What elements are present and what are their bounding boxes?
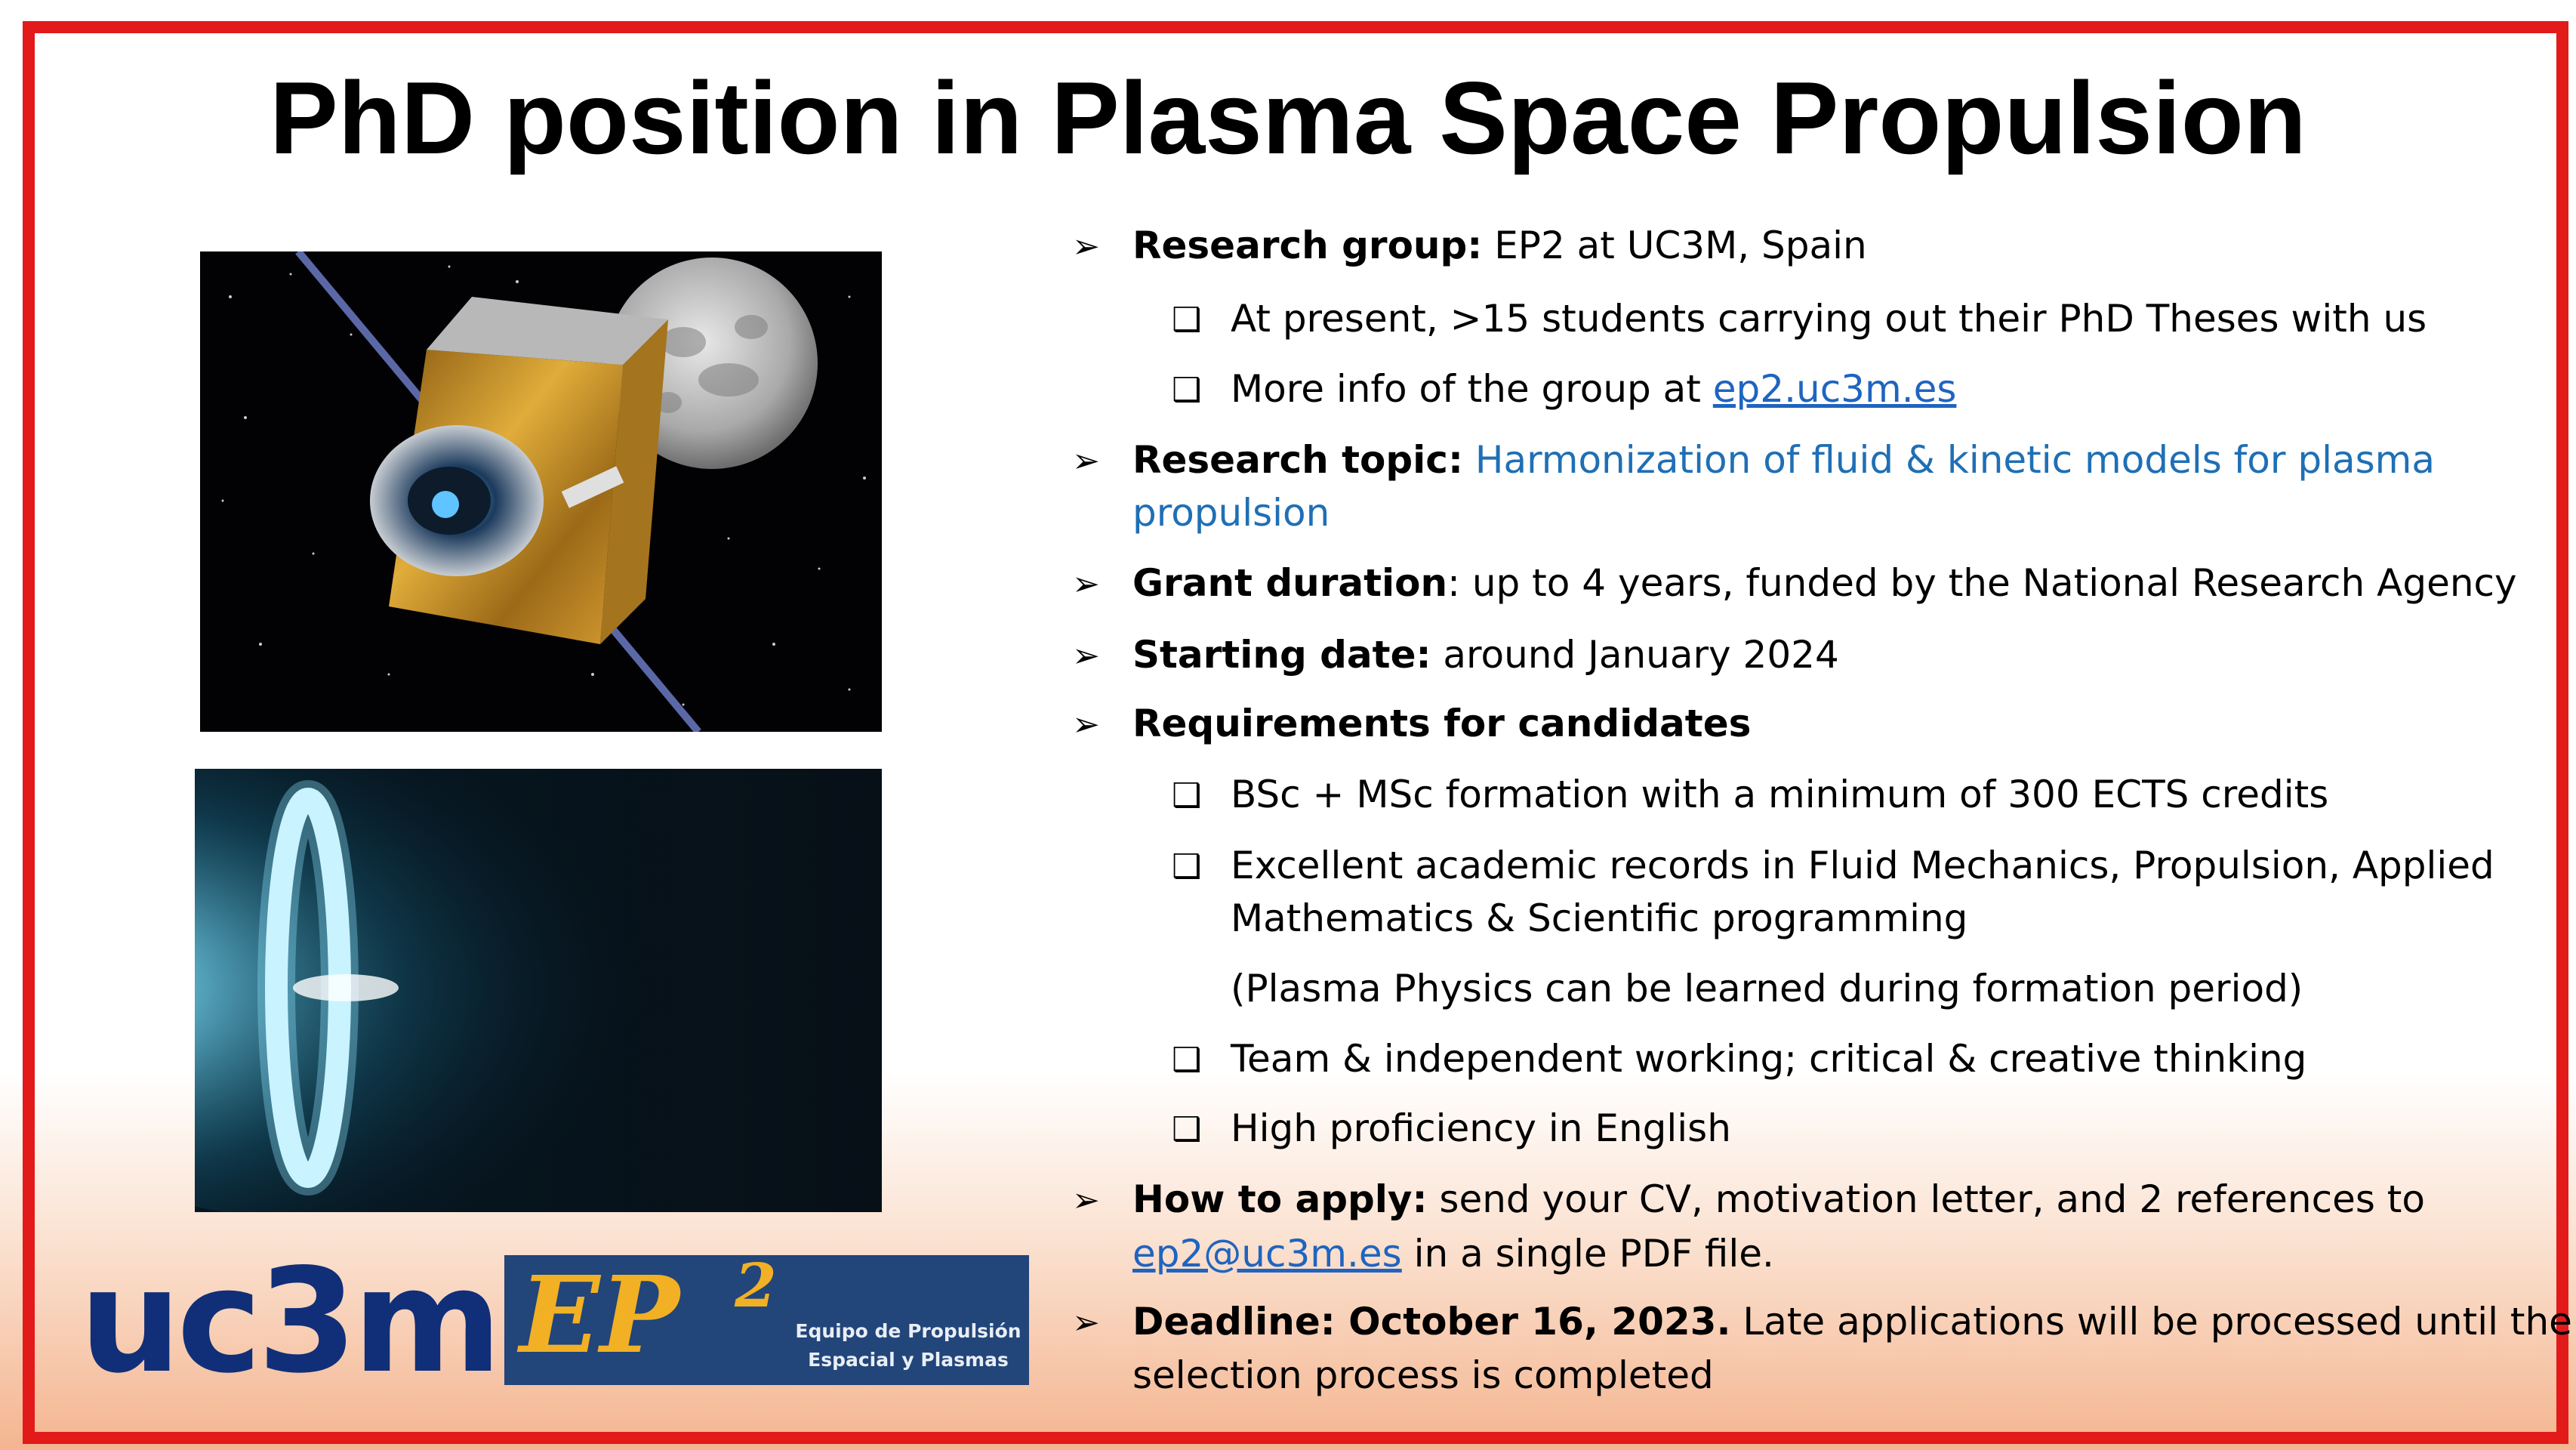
hollow-square-icon: ❑ (1172, 847, 1202, 886)
present-students-item: At present, >15 students carrying out their PhD Theses with us (1231, 297, 2427, 341)
grant-duration-item (1132, 561, 2517, 605)
ep2-logo-sup: 2 (735, 1255, 777, 1321)
arrowhead-icon: ➢ (1072, 227, 1100, 266)
research-topic-item (1132, 438, 2435, 482)
ep2-logo-caption-line1: Equipo de Propulsión (795, 1320, 1021, 1342)
research-topic-label: Research topic: (1132, 438, 1463, 482)
research-group-item (1132, 224, 1867, 267)
satellite-illustration (200, 251, 882, 732)
research-group-label: Research group: (1132, 224, 1483, 267)
requirements-label: Requirements for candidates (1132, 702, 1752, 745)
requirement-teamwork: Team & independent working; critical & creative thinking (1231, 1037, 2307, 1081)
requirement-bsc-msc: BSc + MSc formation with a minimum of 300 ECTS credits (1231, 773, 2329, 816)
grant-duration-label: Grant duration (1132, 561, 1448, 605)
ep2-website-link[interactable]: ep2.uc3m.es (1712, 367, 1957, 411)
how-to-apply-item (1132, 1177, 2425, 1221)
research-topic-value-cont: propulsion (1132, 491, 1330, 535)
research-group-value: EP2 at UC3M, Spain (1482, 224, 1867, 267)
deadline-cont: selection process is completed (1132, 1353, 1714, 1397)
starting-date-item (1132, 633, 1839, 677)
hollow-square-icon: ❑ (1172, 1041, 1202, 1079)
apply-email-link[interactable]: ep2@uc3m.es (1132, 1232, 1402, 1276)
thruster-image (195, 769, 882, 1212)
research-topic-value: Harmonization of fluid & kinetic models for plasma (1462, 438, 2435, 482)
apply-tail-text: in a single PDF file. (1401, 1232, 1774, 1276)
satellite-image (200, 251, 882, 732)
ep2-logo-caption-line2: Espacial y Plasmas (808, 1349, 1009, 1371)
more-info-item (1231, 367, 1957, 411)
arrowhead-icon: ➢ (1072, 565, 1100, 603)
arrowhead-icon: ➢ (1072, 705, 1100, 744)
ep2-logo-caption (791, 1317, 1025, 1374)
requirement-english: High proficiency in English (1231, 1106, 1731, 1150)
uc3m-logo-text: uc3m (79, 1238, 498, 1405)
hollow-square-icon: ❑ (1172, 1110, 1202, 1149)
how-to-apply-value: send your CV, motivation letter, and 2 references to (1427, 1177, 2425, 1221)
requirements-heading (1132, 702, 1752, 745)
hollow-square-icon: ❑ (1172, 301, 1202, 339)
how-to-apply-label: How to apply: (1132, 1177, 1428, 1221)
ep2-logo-main: EP (519, 1255, 679, 1378)
how-to-apply-cont (1132, 1232, 1774, 1276)
arrowhead-icon: ➢ (1072, 442, 1100, 480)
starting-date-label: Starting date: (1132, 633, 1431, 677)
arrowhead-icon: ➢ (1072, 1303, 1100, 1342)
more-info-text: More info of the group at (1231, 367, 1713, 411)
plasma-thruster-photo (195, 769, 882, 1212)
requirement-academic-records-cont: Mathematics & Scientific programming (1231, 896, 1968, 940)
page-title: PhD position in Plasma Space Propulsion (270, 60, 2306, 175)
requirement-plasma-note: (Plasma Physics can be learned during formation period) (1231, 967, 2303, 1010)
requirement-academic-records: Excellent academic records in Fluid Mechanics, Propulsion, Applied (1231, 844, 2494, 887)
hollow-square-icon: ❑ (1172, 371, 1202, 409)
arrowhead-icon: ➢ (1072, 637, 1100, 675)
deadline-value: Late applications will be processed until the (1730, 1300, 2572, 1344)
deadline-item (1132, 1300, 2572, 1344)
ep2-logo (504, 1255, 1029, 1385)
arrowhead-icon: ➢ (1072, 1181, 1100, 1220)
starting-date-value: around January 2024 (1431, 633, 1839, 677)
grant-duration-value: : up to 4 years, funded by the National Research Agency (1447, 561, 2517, 605)
uc3m-logo (79, 1238, 498, 1405)
deadline-label: Deadline: October 16, 2023. (1132, 1300, 1731, 1344)
hollow-square-icon: ❑ (1172, 776, 1202, 815)
